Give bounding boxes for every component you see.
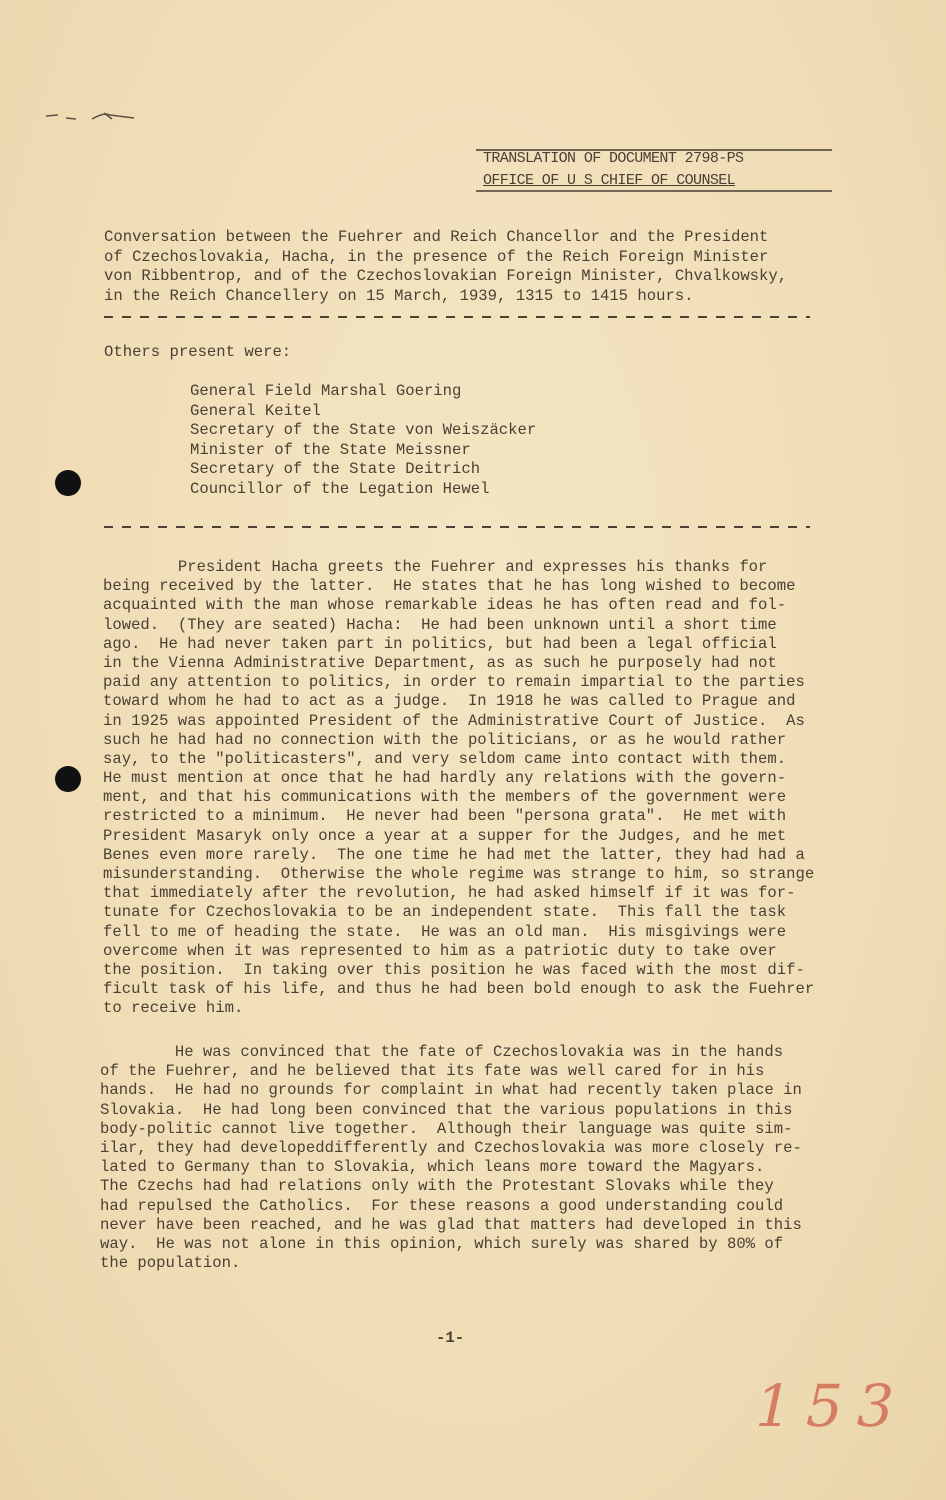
text-line: ago. He had never taken part in politics, but had been a legal official — [103, 634, 777, 653]
text-line: von Ribbentrop, and of the Czechoslovakian Foreign Minister, Chvalkowsky, — [104, 267, 788, 285]
punch-hole — [55, 470, 81, 496]
punch-hole — [55, 766, 81, 792]
text-line: hands. He had no grounds for complaint in what had recently taken place in — [100, 1081, 802, 1100]
text-line: tunate for Czechoslovakia to be an independent state. This fall the task — [103, 903, 787, 922]
text-line: President Masaryk only once a year at a supper for the Judges, and he met — [103, 826, 787, 845]
text-line: in the Vienna Administrative Department, as as such he purposely had not — [103, 653, 777, 672]
attendee-item: Councillor of the Legation Hewel — [190, 479, 490, 498]
text-line: fell to me of heading the state. He was an old man. His misgivings were — [103, 922, 787, 941]
text-line: way. He was not alone in this opinion, which surely was shared by 80% of — [100, 1234, 784, 1253]
text-line: restricted to a minimum. He never had been "persona grata". He met with — [103, 807, 787, 826]
text-line: misunderstanding. Otherwise the whole regime was strange to him, so strange — [103, 865, 815, 883]
text-line: the position. In taking over this position he was faced with the most dif- — [103, 960, 805, 979]
text-line: of the Fuehrer, and he believed that its fate was well cared for in his — [100, 1062, 765, 1081]
intro-paragraph — [104, 228, 787, 306]
text-line: lated to Germany than to Slovakia, which leans more toward the Magyars. — [100, 1158, 765, 1177]
paragraph-2 — [100, 1043, 802, 1273]
text-line: lowed. (They are seated) Hacha: He had been unknown until a short time — [103, 615, 777, 634]
text-line: He must mention at once that he had hardly any relations with the govern- — [103, 769, 787, 788]
text-line: never have been reached, and he was glad that matters had developed in this — [100, 1215, 802, 1234]
header-office: OFFICE OF U S CHIEF OF COUNSEL — [483, 172, 736, 189]
dashed-divider — [104, 316, 810, 318]
text-line: the population. — [100, 1254, 241, 1273]
header-title: TRANSLATION OF DOCUMENT 2798-PS — [483, 150, 744, 167]
text-line: acquainted with the man whose remarkable ideas he has often read and fol- — [103, 596, 787, 615]
text-line: in 1925 was appointed President of the Administrative Court of Justice. As — [103, 711, 805, 730]
attendee-item: Secretary of the State Deitrich — [190, 460, 481, 478]
text-line: ficult task of his life, and thus he had been bold enough to ask the Fuehrer — [103, 980, 815, 999]
attendee-item: Minister of the State Meissner — [190, 440, 471, 459]
paragraph-1 — [103, 558, 814, 1019]
text-line: overcome when it was represented to him as a patriotic duty to take over — [103, 941, 777, 960]
text-line: Slovakia. He had long been convinced that the various populations in this — [100, 1100, 793, 1119]
others-label: Others present were: — [104, 343, 292, 361]
handwritten-page-number: 153 — [747, 1372, 915, 1440]
text-line: paid any attention to politics, in order to remain impartial to the parties — [103, 673, 805, 692]
text-line: in the Reich Chancellery on 15 March, 1939, 1315 to 1415 hours. — [104, 286, 694, 305]
attendee-item: General Field Marshal Goering — [190, 382, 462, 400]
text-line: had repulsed the Catholics. For these reasons a good understanding could — [100, 1196, 784, 1215]
text-line: such he had had no connection with the politicians, or as he would rather — [103, 730, 787, 749]
text-line: Conversation between the Fuehrer and Reich Chancellor and the President — [104, 228, 769, 246]
text-line: The Czechs had had relations only with the Protestant Slovaks while they — [100, 1177, 774, 1196]
text-line: say, to the "politicasters", and very seldom came into contact with them. — [103, 749, 787, 768]
text-line: to receive him. — [103, 999, 244, 1018]
text-line: being received by the latter. He states that he has long wished to become — [103, 577, 796, 596]
attendee-item: Secretary of the State von Weiszäcker — [190, 421, 537, 439]
attendees-list — [190, 382, 536, 499]
text-line: He was convinced that the fate of Czechoslovakia was in the hands — [100, 1043, 784, 1061]
text-line: that immediately after the revolution, he had asked himself if it was for- — [103, 884, 796, 903]
text-line: ment, and that his communications with the members of the government were — [103, 788, 787, 807]
attendee-item: General Keitel — [190, 401, 322, 420]
page-number: -1- — [436, 1329, 465, 1347]
text-line: President Hacha greets the Fuehrer and expresses his thanks for — [103, 558, 768, 576]
text-line: body-politic cannot live together. Although their language was quite sim- — [100, 1119, 793, 1138]
text-line: of Czechoslovakia, Hacha, in the presence of the Reich Foreign Minister — [104, 247, 769, 266]
text-line: Benes even more rarely. The one time he had met the latter, they had had a — [103, 845, 805, 864]
dashed-divider — [104, 526, 810, 528]
text-line: ilar, they had developeddifferently and Czechoslovakia was more closely re- — [100, 1138, 802, 1157]
header-bottom-rule — [476, 190, 832, 192]
text-line: toward whom he had to act as a judge. In 1918 he was called to Prague and — [103, 692, 796, 711]
stray-pen-mark — [46, 110, 136, 124]
